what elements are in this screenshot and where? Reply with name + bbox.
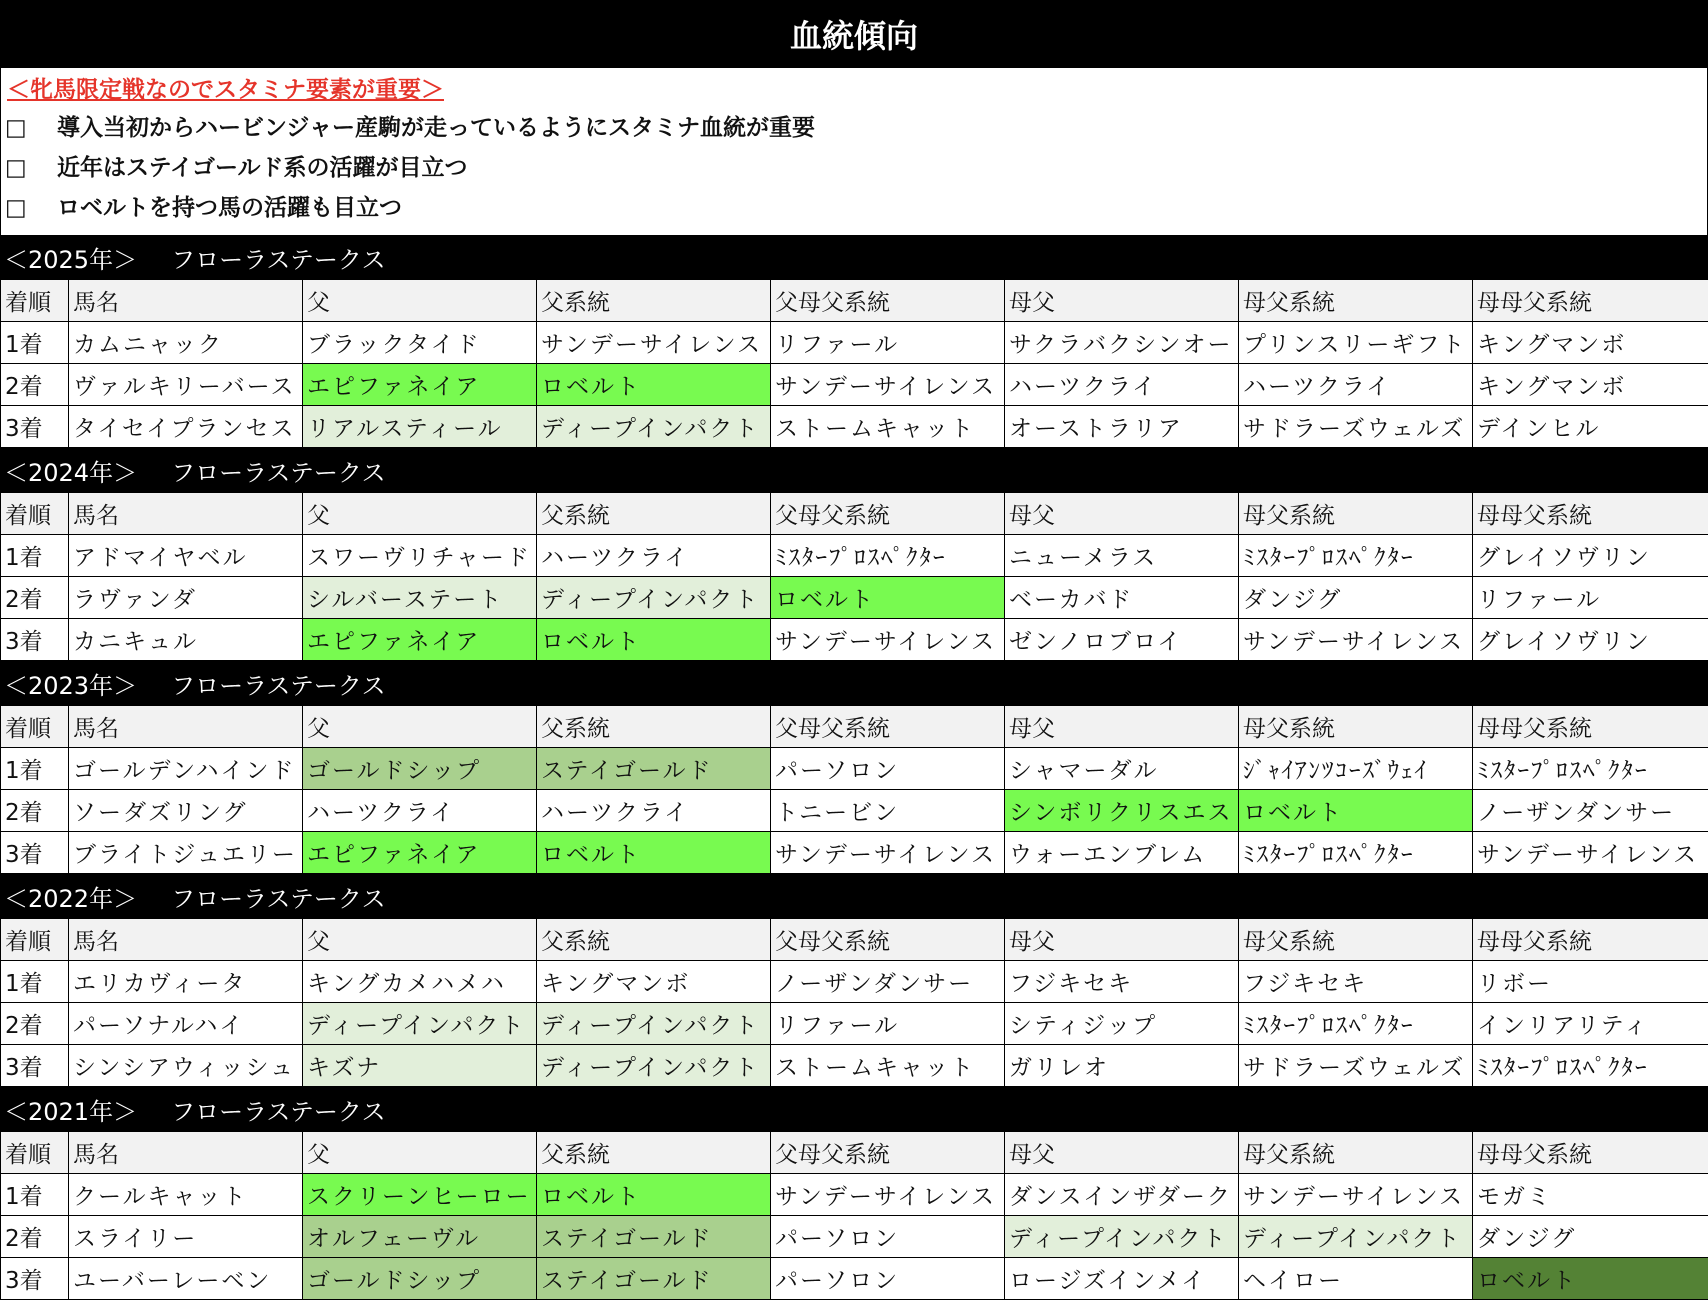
year-label: ＜2022年＞ xyxy=(4,879,137,914)
horse-name: スライリー xyxy=(69,1216,303,1258)
table-row xyxy=(1,535,1708,577)
pedigree-cell: ディープインパクト xyxy=(303,1003,537,1045)
column-header: 母父 xyxy=(1005,919,1239,961)
pedigree-cell: サンデーサイレンス xyxy=(1239,619,1473,661)
horse-name: エリカヴィータ xyxy=(69,961,303,1003)
finish-position: 1着 xyxy=(1,322,69,364)
race-name: フローラステークス xyxy=(171,453,386,488)
column-header: 母父 xyxy=(1005,280,1239,322)
pedigree-cell: サンデーサイレンス xyxy=(771,364,1005,406)
header-row xyxy=(1,280,1708,322)
pedigree-cell: ロージズインメイ xyxy=(1005,1258,1239,1300)
finish-position: 3着 xyxy=(1,406,69,448)
checkbox-icon: □ xyxy=(1,148,57,188)
header-row xyxy=(1,1132,1708,1174)
finish-position: 3着 xyxy=(1,1045,69,1087)
pedigree-cell: ディープインパクト xyxy=(537,406,771,448)
column-header: 母母父系統 xyxy=(1473,280,1708,322)
finish-position: 3着 xyxy=(1,1258,69,1300)
year-section-header xyxy=(0,448,1708,492)
column-header: 馬名 xyxy=(69,280,303,322)
pedigree-cell: ステイゴールド xyxy=(537,1258,771,1300)
pedigree-cell: パーソロン xyxy=(771,1216,1005,1258)
pedigree-cell: ゼンノロブロイ xyxy=(1005,619,1239,661)
column-header: 着順 xyxy=(1,493,69,535)
pedigree-cell: サクラバクシンオー xyxy=(1005,322,1239,364)
pedigree-cell: ﾐｽﾀｰﾌﾟﾛｽﾍﾟｸﾀｰ xyxy=(771,535,1005,577)
table-row xyxy=(1,832,1708,874)
column-header: 父母父系統 xyxy=(771,1132,1005,1174)
pedigree-cell: サンデーサイレンス xyxy=(771,1174,1005,1216)
pedigree-cell: キングマンボ xyxy=(1473,364,1708,406)
table-row xyxy=(1,961,1708,1003)
race-name: フローラステークス xyxy=(171,879,386,914)
column-header: 母父 xyxy=(1005,706,1239,748)
pedigree-cell: ストームキャット xyxy=(771,406,1005,448)
table-row xyxy=(1,748,1708,790)
results-table xyxy=(0,492,1708,661)
finish-position: 2着 xyxy=(1,577,69,619)
column-header: 着順 xyxy=(1,706,69,748)
horse-name: シンシアウィッシュ xyxy=(69,1045,303,1087)
column-header: 着順 xyxy=(1,1132,69,1174)
pedigree-cell: ダンジグ xyxy=(1239,577,1473,619)
column-header: 父 xyxy=(303,493,537,535)
pedigree-cell: モガミ xyxy=(1473,1174,1708,1216)
pedigree-cell: ﾐｽﾀｰﾌﾟﾛｽﾍﾟｸﾀｰ xyxy=(1239,535,1473,577)
checkbox-icon: □ xyxy=(1,108,57,148)
note-item xyxy=(1,108,1707,148)
table-row xyxy=(1,577,1708,619)
header-row xyxy=(1,919,1708,961)
pedigree-cell: デインヒル xyxy=(1473,406,1708,448)
horse-name: ゴールデンハインド xyxy=(69,748,303,790)
finish-position: 1着 xyxy=(1,535,69,577)
pedigree-cell: ノーザンダンサー xyxy=(771,961,1005,1003)
horse-name: カムニャック xyxy=(69,322,303,364)
pedigree-cell: シンボリクリスエス xyxy=(1005,790,1239,832)
results-table xyxy=(0,705,1708,874)
pedigree-cell: リファール xyxy=(771,322,1005,364)
column-header: 父系統 xyxy=(537,1132,771,1174)
horse-name: ソーダズリング xyxy=(69,790,303,832)
pedigree-cell: ダンジグ xyxy=(1473,1216,1708,1258)
pedigree-cell: リファール xyxy=(1473,577,1708,619)
pedigree-cell: ハーツクライ xyxy=(537,535,771,577)
year-label: ＜2024年＞ xyxy=(4,453,137,488)
pedigree-cell: ハーツクライ xyxy=(537,790,771,832)
pedigree-cell: ノーザンダンサー xyxy=(1473,790,1708,832)
race-name: フローラステークス xyxy=(171,666,386,701)
year-label: ＜2021年＞ xyxy=(4,1092,137,1127)
note-item xyxy=(1,148,1707,188)
race-name: フローラステークス xyxy=(171,240,386,275)
table-row xyxy=(1,1258,1708,1300)
checkbox-icon: □ xyxy=(1,188,57,228)
column-header: 母父系統 xyxy=(1239,919,1473,961)
finish-position: 1着 xyxy=(1,961,69,1003)
pedigree-cell: フジキセキ xyxy=(1239,961,1473,1003)
pedigree-cell: ハーツクライ xyxy=(303,790,537,832)
horse-name: パーソナルハイ xyxy=(69,1003,303,1045)
column-header: 着順 xyxy=(1,919,69,961)
pedigree-cell: ロベルト xyxy=(537,364,771,406)
column-header: 母父 xyxy=(1005,1132,1239,1174)
year-label: ＜2023年＞ xyxy=(4,666,137,701)
column-header: 馬名 xyxy=(69,919,303,961)
finish-position: 1着 xyxy=(1,1174,69,1216)
table-row xyxy=(1,790,1708,832)
pedigree-cell: ロベルト xyxy=(537,832,771,874)
pedigree-cell: キングマンボ xyxy=(1473,322,1708,364)
column-header: 母父 xyxy=(1005,493,1239,535)
horse-name: クールキャット xyxy=(69,1174,303,1216)
pedigree-cell: ゴールドシップ xyxy=(303,748,537,790)
pedigree-cell: インリアリティ xyxy=(1473,1003,1708,1045)
pedigree-cell: リボー xyxy=(1473,961,1708,1003)
pedigree-cell: オーストラリア xyxy=(1005,406,1239,448)
finish-position: 1着 xyxy=(1,748,69,790)
finish-position: 2着 xyxy=(1,790,69,832)
race-name: フローラステークス xyxy=(171,1092,386,1127)
table-row xyxy=(1,619,1708,661)
horse-name: ラヴァンダ xyxy=(69,577,303,619)
pedigree-cell: フジキセキ xyxy=(1005,961,1239,1003)
column-header: 着順 xyxy=(1,280,69,322)
pedigree-cell: ディープインパクト xyxy=(537,577,771,619)
column-header: 母父系統 xyxy=(1239,280,1473,322)
pedigree-cell: シティジップ xyxy=(1005,1003,1239,1045)
column-header: 母母父系統 xyxy=(1473,493,1708,535)
pedigree-cell: ストームキャット xyxy=(771,1045,1005,1087)
pedigree-cell: サドラーズウェルズ xyxy=(1239,1045,1473,1087)
pedigree-cell: パーソロン xyxy=(771,748,1005,790)
pedigree-cell: サンデーサイレンス xyxy=(771,832,1005,874)
horse-name: アドマイヤベル xyxy=(69,535,303,577)
pedigree-cell: オルフェーヴル xyxy=(303,1216,537,1258)
column-header: 母母父系統 xyxy=(1473,919,1708,961)
note-text: 近年はステイゴールド系の活躍が目立つ xyxy=(57,148,468,188)
pedigree-cell: サンデーサイレンス xyxy=(1473,832,1708,874)
column-header: 母母父系統 xyxy=(1473,706,1708,748)
column-header: 父系統 xyxy=(537,919,771,961)
pedigree-cell: キズナ xyxy=(303,1045,537,1087)
pedigree-cell: ロベルト xyxy=(1239,790,1473,832)
header-row xyxy=(1,706,1708,748)
column-header: 父系統 xyxy=(537,493,771,535)
table-row xyxy=(1,1045,1708,1087)
column-header: 父 xyxy=(303,1132,537,1174)
table-row xyxy=(1,1003,1708,1045)
horse-name: ブライトジュエリー xyxy=(69,832,303,874)
pedigree-cell: エピファネイア xyxy=(303,364,537,406)
pedigree-cell: ロベルト xyxy=(537,1174,771,1216)
pedigree-cell: ダンスインザダーク xyxy=(1005,1174,1239,1216)
column-header: 母父系統 xyxy=(1239,493,1473,535)
pedigree-cell: ディープインパクト xyxy=(1005,1216,1239,1258)
note-item xyxy=(1,188,1707,228)
pedigree-cell: ベーカバド xyxy=(1005,577,1239,619)
pedigree-cell: サンデーサイレンス xyxy=(771,619,1005,661)
column-header: 母母父系統 xyxy=(1473,1132,1708,1174)
pedigree-cell: ロベルト xyxy=(537,619,771,661)
column-header: 父母父系統 xyxy=(771,706,1005,748)
header-row xyxy=(1,493,1708,535)
pedigree-cell: ｼﾞｬｲｱﾝﾂｺｰｽﾞｳｪｲ xyxy=(1239,748,1473,790)
results-table xyxy=(0,1131,1708,1300)
column-header: 父 xyxy=(303,706,537,748)
pedigree-cell: ディープインパクト xyxy=(1239,1216,1473,1258)
year-section-header xyxy=(0,874,1708,918)
pedigree-cell: グレイソヴリン xyxy=(1473,535,1708,577)
pedigree-cell: スクリーンヒーロー xyxy=(303,1174,537,1216)
column-header: 父 xyxy=(303,280,537,322)
finish-position: 2着 xyxy=(1,1216,69,1258)
column-header: 父系統 xyxy=(537,280,771,322)
year-label: ＜2025年＞ xyxy=(4,240,137,275)
table-row xyxy=(1,406,1708,448)
pedigree-cell: ディープインパクト xyxy=(537,1045,771,1087)
results-sections xyxy=(0,235,1708,1300)
pedigree-cell: ロベルト xyxy=(1473,1258,1708,1300)
pedigree-cell: キングマンボ xyxy=(537,961,771,1003)
horse-name: カニキュル xyxy=(69,619,303,661)
finish-position: 3着 xyxy=(1,832,69,874)
pedigree-cell: グレイソヴリン xyxy=(1473,619,1708,661)
pedigree-cell: ステイゴールド xyxy=(537,1216,771,1258)
page-title: 血統傾向 xyxy=(0,0,1708,68)
note-text: 導入当初からハービンジャー産駒が走っているようにスタミナ血統が重要 xyxy=(57,108,815,148)
year-section-header xyxy=(0,235,1708,279)
pedigree-cell: シャマーダル xyxy=(1005,748,1239,790)
note-text: ロベルトを持つ馬の活躍も目立つ xyxy=(57,188,402,228)
pedigree-cell: ゴールドシップ xyxy=(303,1258,537,1300)
horse-name: ヴァルキリーバース xyxy=(69,364,303,406)
pedigree-cell: ガリレオ xyxy=(1005,1045,1239,1087)
table-row xyxy=(1,322,1708,364)
horse-name: ユーバーレーベン xyxy=(69,1258,303,1300)
finish-position: 2着 xyxy=(1,364,69,406)
column-header: 母父系統 xyxy=(1239,706,1473,748)
results-table xyxy=(0,918,1708,1087)
pedigree-cell: ﾐｽﾀｰﾌﾟﾛｽﾍﾟｸﾀｰ xyxy=(1473,748,1708,790)
pedigree-cell: ハーツクライ xyxy=(1239,364,1473,406)
column-header: 父 xyxy=(303,919,537,961)
pedigree-cell: ニューメラス xyxy=(1005,535,1239,577)
pedigree-cell: ブラックタイド xyxy=(303,322,537,364)
pedigree-cell: ウォーエンブレム xyxy=(1005,832,1239,874)
pedigree-cell: ﾐｽﾀｰﾌﾟﾛｽﾍﾟｸﾀｰ xyxy=(1473,1045,1708,1087)
pedigree-cell: ディープインパクト xyxy=(537,1003,771,1045)
year-section-header xyxy=(0,661,1708,705)
pedigree-cell: サドラーズウェルズ xyxy=(1239,406,1473,448)
pedigree-cell: サンデーサイレンス xyxy=(1239,1174,1473,1216)
column-header: 父母父系統 xyxy=(771,493,1005,535)
pedigree-cell: ハーツクライ xyxy=(1005,364,1239,406)
column-header: 馬名 xyxy=(69,493,303,535)
pedigree-cell: スワーヴリチャード xyxy=(303,535,537,577)
pedigree-cell: リファール xyxy=(771,1003,1005,1045)
pedigree-cell: ﾐｽﾀｰﾌﾟﾛｽﾍﾟｸﾀｰ xyxy=(1239,1003,1473,1045)
column-header: 父母父系統 xyxy=(771,919,1005,961)
pedigree-cell: パーソロン xyxy=(771,1258,1005,1300)
pedigree-cell: プリンスリーギフト xyxy=(1239,322,1473,364)
table-row xyxy=(1,1216,1708,1258)
pedigree-cell: キングカメハメハ xyxy=(303,961,537,1003)
column-header: 馬名 xyxy=(69,1132,303,1174)
column-header: 父系統 xyxy=(537,706,771,748)
pedigree-cell: ﾐｽﾀｰﾌﾟﾛｽﾍﾟｸﾀｰ xyxy=(1239,832,1473,874)
results-table xyxy=(0,279,1708,448)
pedigree-cell: リアルスティール xyxy=(303,406,537,448)
finish-position: 2着 xyxy=(1,1003,69,1045)
notes-panel xyxy=(0,68,1708,235)
pedigree-cell: エピファネイア xyxy=(303,832,537,874)
column-header: 母父系統 xyxy=(1239,1132,1473,1174)
notes-heading: ＜牝馬限定戦なのでスタミナ要素が重要＞ xyxy=(1,72,1707,108)
pedigree-cell: トニービン xyxy=(771,790,1005,832)
pedigree-cell: サンデーサイレンス xyxy=(537,322,771,364)
horse-name: タイセイプランセス xyxy=(69,406,303,448)
column-header: 馬名 xyxy=(69,706,303,748)
column-header: 父母父系統 xyxy=(771,280,1005,322)
pedigree-cell: ステイゴールド xyxy=(537,748,771,790)
table-row xyxy=(1,364,1708,406)
pedigree-cell: ヘイロー xyxy=(1239,1258,1473,1300)
pedigree-cell: ロベルト xyxy=(771,577,1005,619)
year-section-header xyxy=(0,1087,1708,1131)
finish-position: 3着 xyxy=(1,619,69,661)
pedigree-cell: エピファネイア xyxy=(303,619,537,661)
pedigree-cell: シルバーステート xyxy=(303,577,537,619)
table-row xyxy=(1,1174,1708,1216)
